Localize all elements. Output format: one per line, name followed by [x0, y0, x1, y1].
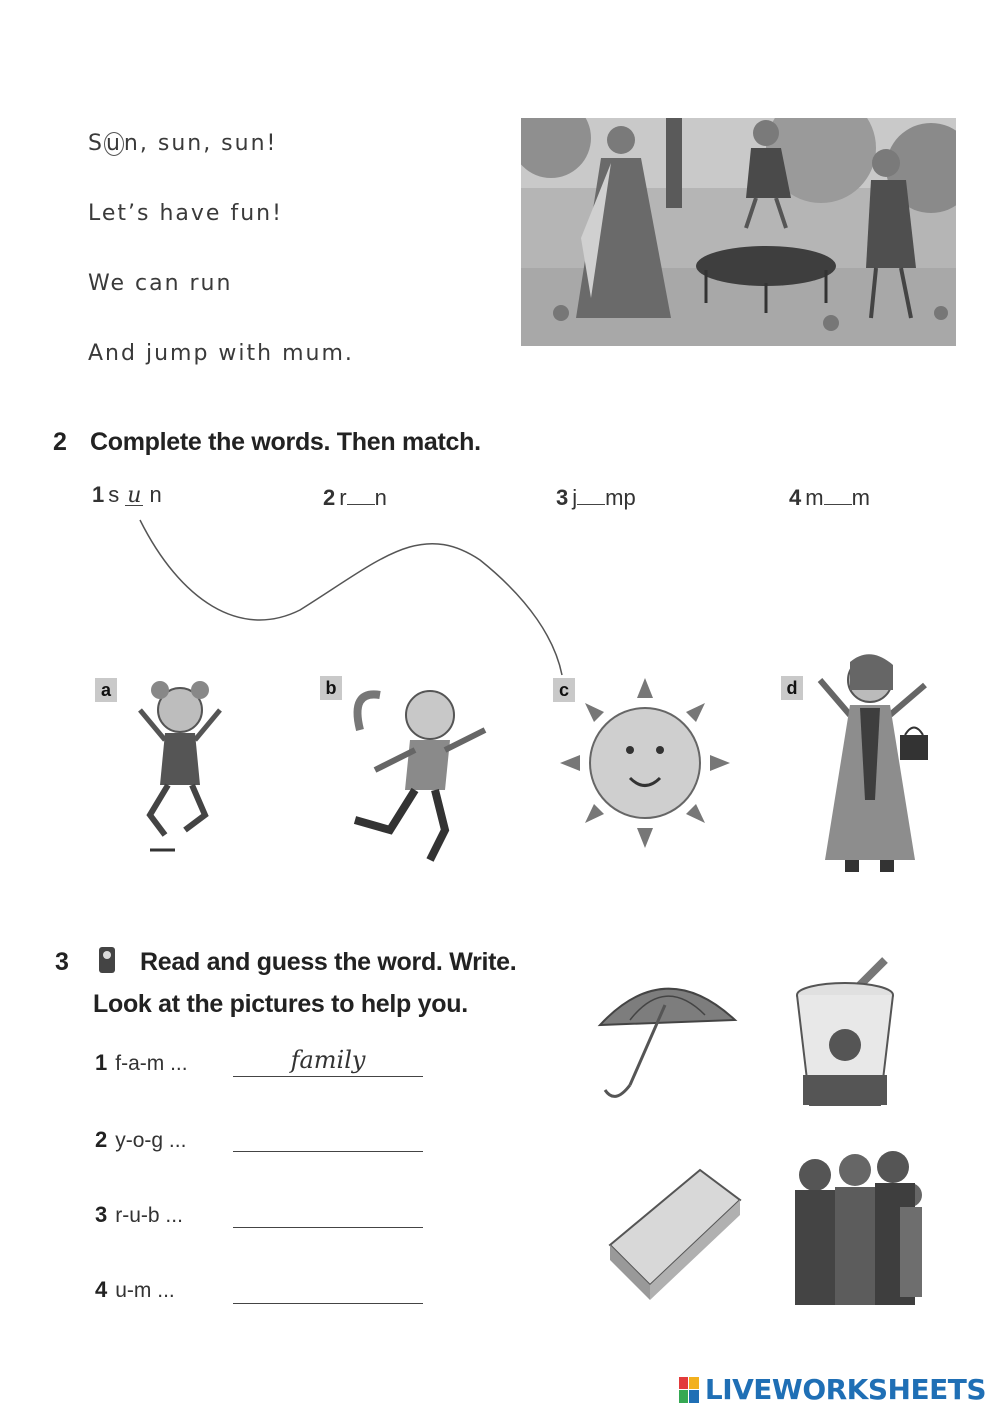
word-clue: r-u-b ...	[115, 1204, 183, 1227]
item-number: 4	[95, 1277, 108, 1302]
answer-field-4[interactable]	[233, 1273, 423, 1304]
word-suffix: n	[374, 485, 387, 510]
word-suffix: mp	[605, 485, 636, 510]
circled-letter: u	[105, 131, 122, 156]
mum-icon[interactable]	[805, 650, 945, 880]
poem-text: n, sun, sun!	[123, 131, 278, 156]
item-number: 4	[789, 485, 802, 510]
running-girl-icon[interactable]	[320, 670, 495, 865]
poem-line-3: We can run	[88, 271, 233, 296]
match-line	[0, 0, 1000, 700]
family-icon	[775, 1145, 935, 1310]
word-suffix: m	[851, 485, 870, 510]
liveworksheets-logo	[679, 1373, 986, 1406]
section-number: 3	[55, 948, 69, 976]
section-title-line-1: Read and guess the word. Write.	[140, 948, 517, 976]
guess-item-2	[95, 1127, 186, 1153]
answer-field-1[interactable]: family	[233, 1046, 423, 1077]
picture-label-b: b	[320, 676, 342, 700]
section-title-line-2: Look at the pictures to help you.	[93, 990, 468, 1018]
poem-text: S	[88, 131, 104, 156]
sun-icon[interactable]	[560, 678, 730, 848]
logo-box-icon	[679, 1377, 699, 1403]
word-clue: y-o-g ...	[115, 1129, 187, 1152]
word-prefix: r	[339, 485, 347, 510]
section-number: 2	[53, 428, 67, 456]
word-clue: u-m ...	[115, 1279, 175, 1302]
word-blank-input[interactable]: u	[127, 483, 142, 508]
answer-field-2[interactable]	[233, 1121, 423, 1152]
word-prefix: j	[572, 485, 578, 510]
poem-line-2: Let’s have fun!	[88, 201, 283, 226]
jumping-girl-icon[interactable]	[120, 675, 240, 865]
word-clue: f-a-m ...	[115, 1052, 188, 1075]
umbrella-icon	[590, 965, 740, 1115]
guess-item-1	[95, 1050, 188, 1076]
item-number: 1	[92, 482, 105, 507]
word-prefix: m	[805, 485, 824, 510]
brand-text: LIVEWORKSHEETS	[704, 1373, 986, 1406]
guess-item-4	[95, 1277, 175, 1303]
item-number: 2	[323, 485, 336, 510]
item-number: 2	[95, 1127, 108, 1152]
item-number: 3	[556, 485, 569, 510]
thinking-icon	[93, 945, 123, 977]
rubber-icon	[600, 1165, 745, 1305]
word-prefix: s	[108, 482, 120, 507]
picture-label-d: d	[781, 676, 803, 700]
answer-field-3[interactable]	[233, 1197, 423, 1228]
word-suffix: n	[149, 482, 162, 507]
item-number: 1	[95, 1050, 108, 1075]
picture-label-c: c	[553, 678, 575, 702]
section-title: Complete the words. Then match.	[90, 428, 481, 456]
picture-label-a: a	[95, 678, 117, 702]
guess-item-3	[95, 1202, 183, 1228]
poem-line-4: And jump with mum.	[88, 341, 354, 366]
yoghurt-icon	[790, 955, 900, 1115]
item-number: 3	[95, 1202, 108, 1227]
